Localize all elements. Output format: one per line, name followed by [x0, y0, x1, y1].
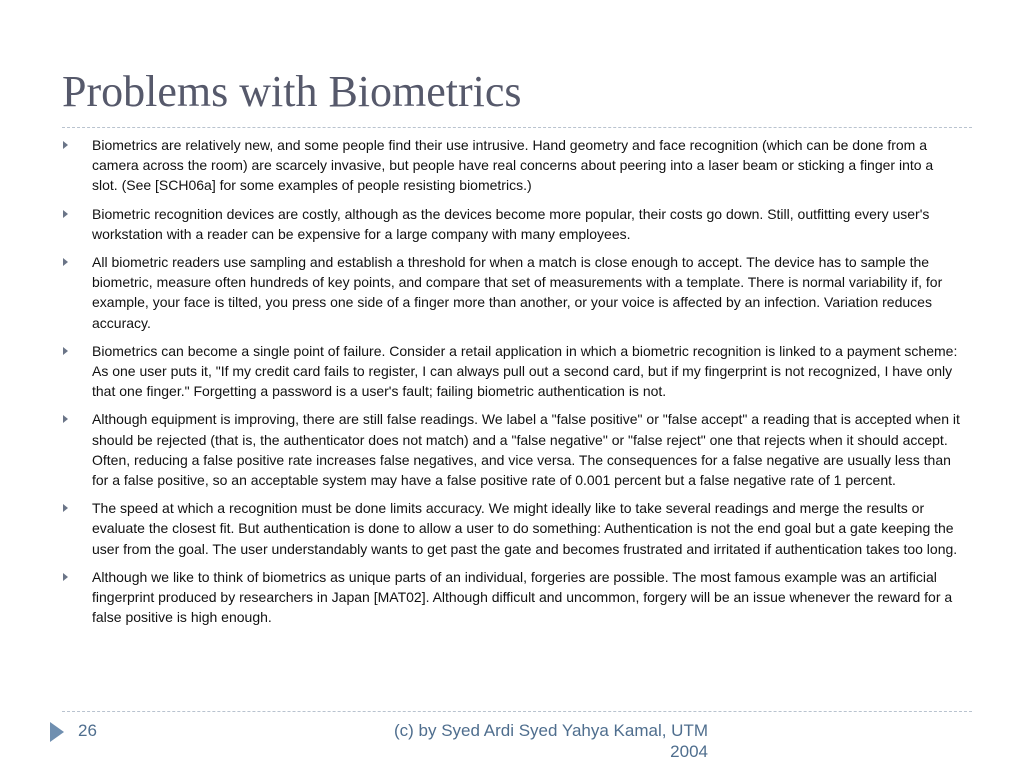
bullet-text: All biometric readers use sampling and establish a threshold for when a match is close enough to accept. The device has to sample the biometric, measure often hundreds of key points, and compare that set of measurements with a template. There is normal variability if, for example, your face is tilted, you press one side of a finger more than another, or your voice is affected by an infection. Variation reduces accuracy. [92, 254, 943, 331]
page-number: 26 [78, 721, 97, 740]
bullet-text: Although equipment is improving, there are still false readings. We label a "false positive" or "false accept" a reading that is accepted when it should be rejected (that is, the authenticator does not match) and a "false negative" or "false reject" one that rejects when it should accept. Often, reducing a false positive rate increases false negatives, and vice versa. The consequences for a false negative are usually less than for a false positive, so an acceptable system may have a false positive rate of 0.001 percent but a false negative rate of 1 percent. [92, 411, 960, 489]
triangle-bullet-icon [63, 347, 68, 355]
footer-credit-year: 2004 [670, 742, 708, 761]
footer-credit [320, 720, 708, 762]
bullet-item [62, 498, 962, 559]
bullet-item [62, 204, 962, 244]
triangle-bullet-icon [63, 504, 68, 512]
bullet-item [62, 341, 962, 402]
bullet-text: Although we like to think of biometrics as unique parts of an individual, forgeries are possible. The most famous example was an artificial fingerprint produced by researchers in Japan [MAT02]. Although difficult and uncommon, forgery will be an issue whenever the reward for a false positive is high enough. [92, 568, 953, 626]
bullet-item [62, 409, 962, 490]
triangle-arrow-icon [50, 722, 64, 742]
triangle-bullet-icon [63, 141, 68, 149]
bullet-list [62, 135, 962, 635]
bullet-text: Biometrics can become a single point of failure. Consider a retail application in which a biometric recognition is linked to a payment scheme: As one user puts it, "If my credit card fails to register, I can always pull out a second card, but if my fingerprint is not recognized, I have only that one finger." Forgetting a password is a user's fault; failing biometric authentication is not. [92, 342, 958, 400]
triangle-bullet-icon [63, 573, 68, 581]
bullet-item [62, 567, 962, 628]
bullet-item [62, 135, 962, 196]
footer-divider [62, 711, 972, 712]
slide-title: Problems with Biometrics [62, 67, 522, 116]
bullet-text: The speed at which a recognition must be done limits accuracy. We might ideally like to take several readings and merge the results or evaluate the closest fit. But authentication is done to allow a user to do something: Authentication is not the end goal but a gate keeping the user from the goal. The user understandably wants to get past the gate and becomes frustrated and irritated if authentication takes too long. [92, 500, 958, 557]
bullet-text: Biometrics are relatively new, and some people find their use intrusive. Hand geometry and face recognition (which can be done from a camera across the room) are scarcely invasive, but people have real concerns about peering into a laser beam or sticking a finger into a slot. (See [SCH06a] for some examples of people resisting biometrics.) [92, 137, 934, 194]
triangle-bullet-icon [63, 258, 68, 266]
title-divider [62, 127, 972, 128]
footer-credit-line: (c) by Syed Ardi Syed Yahya Kamal, UTM [394, 721, 708, 740]
bullet-text: Biometric recognition devices are costly, although as the devices become more popular, their costs go down. Still, outfitting every user's workstation with a reader can be expensive for a large company with many employees. [92, 205, 930, 242]
bullet-item [62, 252, 962, 333]
triangle-bullet-icon [63, 210, 68, 218]
triangle-bullet-icon [63, 415, 68, 423]
